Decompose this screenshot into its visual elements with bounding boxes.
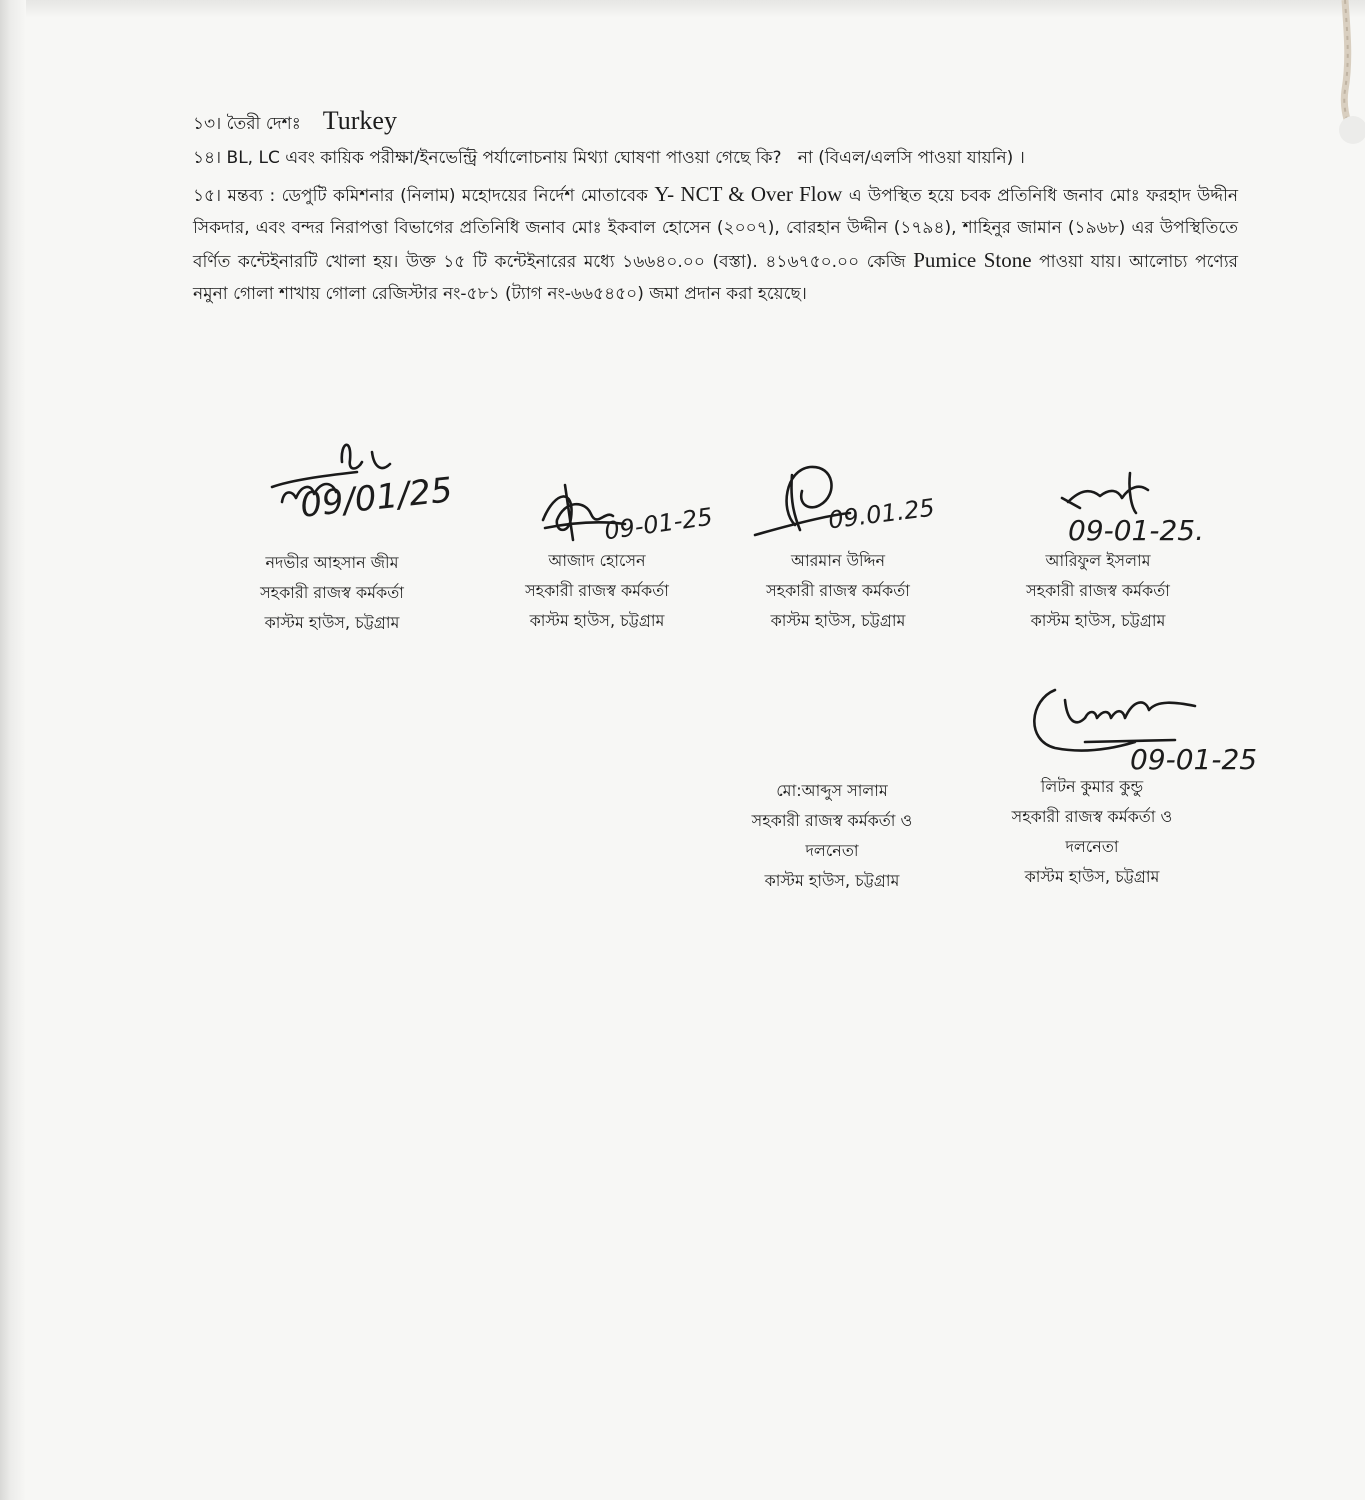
item-14-false-declaration <box>193 142 1238 174</box>
signatory-title: সহকারী রাজস্ব কর্মকর্তা <box>1026 581 1170 600</box>
signatory-title: সহকারী রাজস্ব কর্মকর্তা ও <box>1011 807 1173 826</box>
signatory-1 <box>222 548 442 638</box>
remarks-location: Y- NCT & Over Flow <box>654 182 843 206</box>
signatory-name: মো:আব্দুস সালাম <box>776 781 888 800</box>
signatory-office: কাস্টম হাউস, চট্টগ্রাম <box>770 611 906 630</box>
origin-value: Turkey <box>322 106 397 135</box>
paper-shadow-left <box>0 0 26 1500</box>
signature-6-date: 09-01-25 <box>1130 743 1258 776</box>
signatory-office: কাস্টম হাউস, চট্টগ্রাম <box>1030 611 1166 630</box>
signatory-office: কাস্টম হাউস, চট্টগ্রাম <box>529 611 665 630</box>
signatory-2 <box>487 546 707 636</box>
signature-3-date: 09.01.25 <box>826 493 937 535</box>
signatory-5-team-leader <box>712 776 952 896</box>
item-15-remarks <box>193 178 1238 310</box>
origin-label: ১৩। তৈরী দেশঃ <box>193 114 301 134</box>
item-13-origin <box>193 103 1238 142</box>
signatory-name: নদভীর আহসান জীম <box>265 553 399 572</box>
signatory-title: সহকারী রাজস্ব কর্মকর্তা <box>260 583 404 602</box>
remarks-part-1: ১৫। মন্তব্য : ডেপুটি কমিশনার (নিলাম) মহোদয়ের নির্দেশ মোতাবেক <box>193 186 655 206</box>
signatory-6-team-leader <box>972 772 1212 892</box>
signatory-name: আজাদ হোসেন <box>548 551 646 570</box>
remarks-part-3: এ উপস্থিত হয়ে চবক প্রতিনিধি জনাব মোঃ ফরহাদ উদ্দীন সিকদার, এবং বন্দর নিরাপত্তা বিভাগের প্রতিনিধি জনাব মোঃ ইকবাল হোসেন (২০০৭), বোরহান উদ্দীন (১৭৯৪), শাহিনুর জামান (১৯৬৮) এর উপস্থিতিতে বর্ণিত কন্টেইনারটি খোলা হয়। উক্ত ১৫ টি কন্টেইনারের মধ্যে ১৬৬৪০.০০ (বস্তা). ৪১৬৭৫০.০০ কেজি <box>193 186 1238 272</box>
signatory-office: কাস্টম হাউস, চট্টগ্রাম <box>1024 867 1160 886</box>
signatory-name: আরিফুল ইসলাম <box>1045 551 1151 570</box>
binding-string-icon <box>1305 0 1365 150</box>
item-14-question: ১৪। BL, LC এবং কায়িক পরীক্ষা/ইনভেন্ট্রি পর্যালোচনায় মিথ্যা ঘোষণা পাওয়া গেছে কি? <box>193 148 782 168</box>
signatory-office: কাস্টম হাউস, চট্টগ্রাম <box>264 613 400 632</box>
signatory-title: সহকারী রাজস্ব কর্মকর্তা <box>766 581 910 600</box>
item-14-end: । <box>1018 148 1025 168</box>
remarks-product: Pumice Stone <box>913 248 1032 272</box>
paper-shadow-top <box>0 0 1365 18</box>
signatory-3 <box>728 546 948 636</box>
signatory-role: দলনেতা <box>805 841 859 860</box>
signatory-name: আরমান উদ্দিন <box>790 551 886 570</box>
signatory-office: কাস্টম হাউস, চট্টগ্রাম <box>764 871 900 890</box>
signatory-4 <box>988 546 1208 636</box>
signatory-role: দলনেতা <box>1065 837 1119 856</box>
signature-4-date: 09-01-25. <box>1068 514 1204 547</box>
signatory-name: লিটন কুমার কুন্ডু <box>1040 777 1144 796</box>
signature-1-date: 09/01/25 <box>298 470 455 526</box>
signatory-title: সহকারী রাজস্ব কর্মকর্তা ও <box>751 811 913 830</box>
remarks-part-5: পাওয়া যায়। আলোচ্য পণ্যের নমুনা গোলা শাখায় গোলা রেজিস্টার নং-৫৮১ (ট্যাগ নং-৬৬৫৪৫০) জমা প্রদান করা হয়েছে। <box>193 252 1238 304</box>
document-body <box>193 103 1238 310</box>
signatory-title: সহকারী রাজস্ব কর্মকর্তা <box>525 581 669 600</box>
item-14-answer: না (বিএল/এলসি পাওয়া যায়নি) <box>797 148 1014 168</box>
signature-2-date: 09-01-25 <box>602 502 715 546</box>
signature-4-image <box>1060 468 1170 518</box>
